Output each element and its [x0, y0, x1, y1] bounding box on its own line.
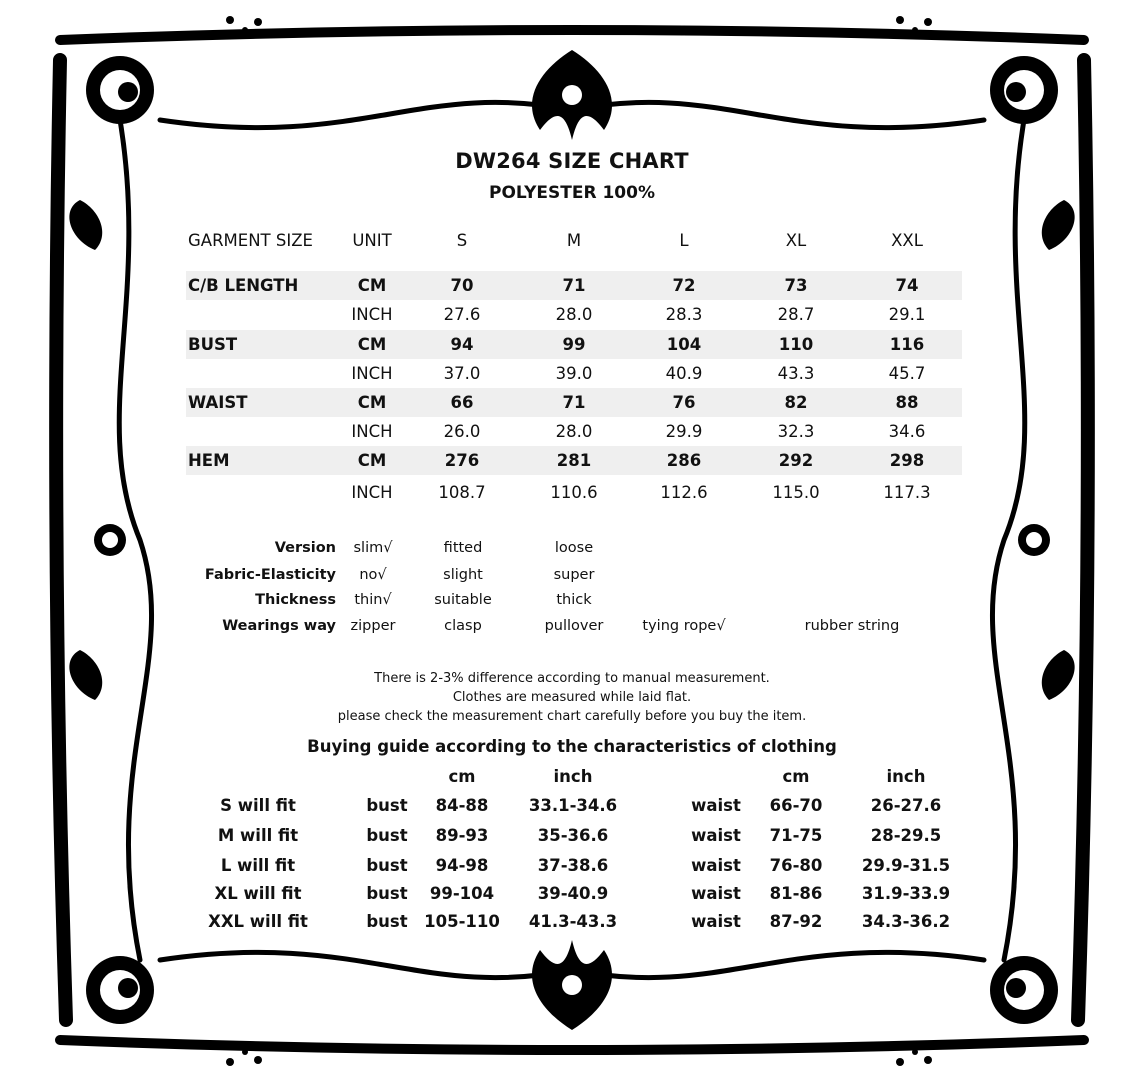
table-value-cell: 66	[450, 393, 474, 412]
attribute-option: super	[553, 567, 595, 583]
guide-inch-value: 31.9-33.9	[861, 884, 951, 903]
table-row-label: C/B LENGTH	[188, 276, 299, 295]
table-value-cell: 32.3	[777, 422, 815, 441]
attribute-option: loose	[554, 540, 594, 556]
table-value-cell: 72	[672, 276, 696, 295]
note-line: Clothes are measured while laid flat.	[452, 690, 692, 705]
table-row-label: HEM	[188, 451, 230, 470]
attribute-option: slight	[443, 567, 483, 583]
table-value-cell: 115.0	[772, 483, 820, 502]
page-title: DW264 SIZE CHART	[455, 149, 689, 173]
guide-cm-value: 81-86	[769, 884, 823, 903]
table-row-label: BUST	[188, 335, 238, 354]
guide-part: waist	[691, 856, 741, 875]
table-value-cell: 74	[895, 276, 919, 295]
table-value-cell: 28.3	[665, 305, 703, 324]
guide-inch-value: 37-38.6	[537, 856, 609, 875]
table-header-cell: L	[679, 231, 689, 250]
guide-cm-value: 66-70	[769, 796, 823, 815]
guide-cm-value: 76-80	[769, 856, 823, 875]
table-value-cell: 28.0	[555, 305, 593, 324]
table-value-cell: 45.7	[888, 364, 926, 383]
table-value-cell: 76	[672, 393, 696, 412]
attribute-option: suitable	[434, 592, 492, 608]
table-unit-cell: INCH	[351, 422, 393, 441]
guide-size-label: XXL will fit	[208, 912, 308, 931]
table-value-cell: 70	[450, 276, 474, 295]
guide-cm-value: 99-104	[429, 884, 495, 903]
table-unit-cell: INCH	[351, 364, 393, 383]
table-value-cell: 73	[784, 276, 808, 295]
attribute-option: slim√	[353, 540, 393, 556]
guide-inch-value: 41.3-43.3	[528, 912, 618, 931]
guide-cm-value: 87-92	[769, 912, 823, 931]
page-subtitle: POLYESTER 100%	[489, 183, 655, 203]
guide-cm-value: 105-110	[424, 912, 500, 931]
table-value-cell: 99	[562, 335, 586, 354]
attribute-option: pullover	[544, 618, 604, 634]
table-value-cell: 29.9	[665, 422, 703, 441]
guide-col-inch: inch	[553, 767, 593, 786]
guide-size-label: S will fit	[220, 796, 296, 815]
table-header-cell: XL	[785, 231, 807, 250]
guide-inch-value: 28-29.5	[870, 826, 942, 845]
guide-inch-value: 33.1-34.6	[528, 796, 618, 815]
guide-part: bust	[366, 884, 408, 903]
guide-inch-value: 35-36.6	[537, 826, 609, 845]
table-header-cell: XXL	[891, 231, 923, 250]
attribute-label: Thickness	[255, 592, 336, 608]
table-header-cell: UNIT	[352, 231, 392, 250]
guide-col-cm: cm	[782, 767, 810, 786]
guide-size-label: L will fit	[220, 856, 296, 875]
guide-inch-value: 34.3-36.2	[861, 912, 951, 931]
table-value-cell: 94	[450, 335, 474, 354]
guide-part: waist	[691, 826, 741, 845]
table-value-cell: 117.3	[883, 483, 931, 502]
guide-part: waist	[691, 796, 741, 815]
table-unit-cell: CM	[357, 335, 387, 354]
guide-part: bust	[366, 826, 408, 845]
attribute-option: rubber string	[804, 618, 900, 634]
table-unit-cell: INCH	[351, 483, 393, 502]
table-value-cell: 37.0	[443, 364, 481, 383]
table-value-cell: 108.7	[438, 483, 486, 502]
attribute-label: Wearings way	[222, 618, 336, 634]
note-line: There is 2-3% difference according to manual measurement.	[374, 671, 770, 686]
guide-cm-value: 89-93	[435, 826, 489, 845]
buying-guide-title: Buying guide according to the characteristics of clothing	[307, 737, 837, 756]
table-value-cell: 286	[666, 451, 702, 470]
table-unit-cell: INCH	[351, 305, 393, 324]
attribute-option: no√	[359, 567, 387, 583]
guide-cm-value: 84-88	[435, 796, 489, 815]
table-value-cell: 281	[556, 451, 592, 470]
table-row-label: WAIST	[188, 393, 248, 412]
table-value-cell: 276	[444, 451, 480, 470]
table-value-cell: 28.0	[555, 422, 593, 441]
note-line: please check the measurement chart carefully before you buy the item.	[337, 709, 807, 724]
table-value-cell: 110.6	[550, 483, 598, 502]
guide-col-inch: inch	[886, 767, 926, 786]
guide-col-cm: cm	[448, 767, 476, 786]
table-unit-cell: CM	[357, 393, 387, 412]
attribute-option: thick	[556, 592, 592, 608]
attribute-option: thin√	[354, 592, 392, 608]
attribute-label: Version	[274, 540, 336, 556]
guide-inch-value: 26-27.6	[870, 796, 942, 815]
attribute-option: tying rope√	[642, 618, 726, 634]
table-header-cell: M	[566, 231, 582, 250]
table-value-cell: 112.6	[660, 483, 708, 502]
table-value-cell: 40.9	[665, 364, 703, 383]
guide-inch-value: 29.9-31.5	[861, 856, 951, 875]
guide-part: bust	[366, 912, 408, 931]
table-value-cell: 26.0	[443, 422, 481, 441]
table-value-cell: 71	[562, 393, 586, 412]
table-value-cell: 110	[778, 335, 814, 354]
table-value-cell: 104	[666, 335, 702, 354]
attribute-label: Fabric-Elasticity	[204, 567, 336, 583]
table-value-cell: 88	[895, 393, 919, 412]
table-value-cell: 71	[562, 276, 586, 295]
table-value-cell: 298	[889, 451, 925, 470]
table-value-cell: 292	[778, 451, 814, 470]
guide-size-label: XL will fit	[214, 884, 302, 903]
guide-size-label: M will fit	[217, 826, 299, 845]
guide-cm-value: 71-75	[769, 826, 823, 845]
table-value-cell: 43.3	[777, 364, 815, 383]
guide-part: bust	[366, 856, 408, 875]
table-header-cell: GARMENT SIZE	[188, 231, 313, 250]
table-value-cell: 29.1	[888, 305, 926, 324]
table-value-cell: 34.6	[888, 422, 926, 441]
table-value-cell: 82	[784, 393, 808, 412]
table-value-cell: 28.7	[777, 305, 815, 324]
table-unit-cell: CM	[357, 276, 387, 295]
table-unit-cell: CM	[357, 451, 387, 470]
attribute-option: fitted	[443, 540, 483, 556]
guide-cm-value: 94-98	[435, 856, 489, 875]
table-value-cell: 39.0	[555, 364, 593, 383]
guide-part: waist	[691, 884, 741, 903]
table-value-cell: 27.6	[443, 305, 481, 324]
guide-part: bust	[366, 796, 408, 815]
table-header-cell: S	[456, 231, 468, 250]
table-value-cell: 116	[889, 335, 925, 354]
attribute-option: clasp	[444, 618, 482, 634]
guide-part: waist	[691, 912, 741, 931]
guide-inch-value: 39-40.9	[537, 884, 609, 903]
attribute-option: zipper	[350, 618, 396, 634]
